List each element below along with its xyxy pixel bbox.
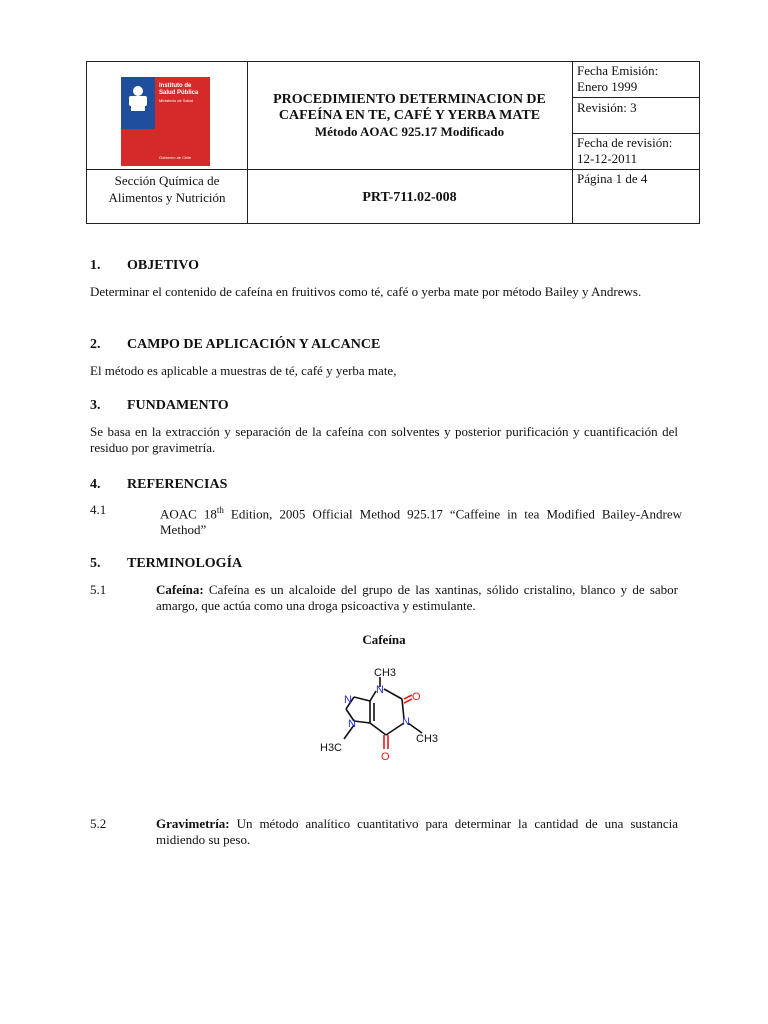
n7-label: N <box>344 694 352 706</box>
revision-date-label: Fecha de revisión: <box>577 135 673 150</box>
section-number: 5. <box>90 556 101 571</box>
section-number: 1. <box>90 258 101 273</box>
section-title: OBJETIVO <box>127 258 200 273</box>
o1-label: O <box>412 691 421 703</box>
section-title: CAMPO DE APLICACIÓN Y ALCANCE <box>127 337 381 352</box>
revision-date-value: 12-12-2011 <box>577 151 638 166</box>
section-title: FUNDAMENTO <box>127 398 229 413</box>
section-heading-campo <box>90 337 380 353</box>
title-line2: CAFEÍNA EN TE, CAFÉ Y YERBA MATE <box>278 107 541 123</box>
term-number: 5.1 <box>90 582 107 597</box>
term-number: 5.2 <box>90 816 107 831</box>
page-number: Página 1 de 4 <box>577 171 648 186</box>
section-heading-fundamento <box>90 398 229 414</box>
emission-label: Fecha Emisión: <box>577 63 659 78</box>
reference-item <box>90 502 682 538</box>
reference-text-post: Edition, 2005 Official Method 925.17 “Caffeine in tea Modified Bailey-Andrew Method” <box>160 506 682 538</box>
revision-value: Revisión: 3 <box>577 100 637 115</box>
term-text: Un método analítico cuantitativo para determinar la cantidad de una sustancia midiendo su peso. <box>156 816 678 847</box>
document-title <box>247 62 572 169</box>
reference-number: 4.1 <box>90 502 107 517</box>
section-number: 3. <box>90 398 101 413</box>
methyl-top-label: CH3 <box>374 667 397 679</box>
section-number: 4. <box>90 477 101 492</box>
document-code: PRT-711.02-008 <box>362 189 457 205</box>
section-heading-terminologia <box>90 556 242 572</box>
section-number: 2. <box>90 337 101 352</box>
emission-date-cell <box>573 62 701 97</box>
term-definition <box>156 816 678 848</box>
term-name: Gravimetría: <box>156 816 230 831</box>
institution-logo <box>121 77 210 166</box>
term-name: Cafeína: <box>156 582 204 597</box>
term-definition <box>156 582 678 614</box>
reference-text <box>156 502 682 538</box>
caffeine-structure-figure <box>318 665 438 765</box>
title-line1: PROCEDIMIENTO DETERMINACION DE <box>273 91 546 107</box>
term-text: Cafeína es un alcaloide del grupo de las xantinas, sólido cristalino, blanco y de sabor amargo, que actúa como una droga psicoactiva y estimulante. <box>156 582 678 613</box>
section-name: Sección Química de Alimentos y Nutrición <box>108 173 226 205</box>
reference-text-pre: AOAC 18 <box>160 506 217 522</box>
section-title: TERMINOLOGÍA <box>127 556 243 571</box>
section-heading-referencias <box>90 477 227 493</box>
fundamento-text: Se basa en la extracción y separación de la cafeína con solventes y posterior purificación y cuantificación del residuo por gravimetría. <box>90 424 678 455</box>
objetivo-text: Determinar el contenido de cafeína en fruitivos como té, café o yerba mate por método Bailey y Andrews. <box>90 284 642 299</box>
methyl-left-label: H3C <box>320 742 343 754</box>
methyl-right-label: CH3 <box>416 733 438 745</box>
reference-superscript: th <box>216 505 224 515</box>
revision-date-cell <box>573 134 701 169</box>
n3-label: N <box>402 716 410 728</box>
term-gravimetria <box>90 816 678 850</box>
header-table <box>86 61 700 224</box>
o2-label: O <box>381 751 390 763</box>
revision-cell <box>573 98 701 133</box>
campo-text: El método es aplicable a muestras de té, café y yerba mate, <box>90 363 397 378</box>
n1-label: N <box>376 684 384 696</box>
title-line3: Método AOAC 925.17 Modificado <box>314 123 505 139</box>
n9-label: N <box>348 718 356 730</box>
figure-title: Cafeína <box>362 632 406 647</box>
logo-gov-text: Gobierno de Chile <box>159 155 192 160</box>
term-cafeina <box>90 582 678 616</box>
section-title: REFERENCIAS <box>127 477 228 492</box>
logo-org-line3: Ministerio de Salud <box>159 98 194 103</box>
logo-org-line1: Instituto de <box>159 83 192 89</box>
section-heading-objetivo <box>90 258 199 274</box>
emission-value: Enero 1999 <box>577 79 638 94</box>
logo-org-line2: Salud Pública <box>159 90 199 96</box>
